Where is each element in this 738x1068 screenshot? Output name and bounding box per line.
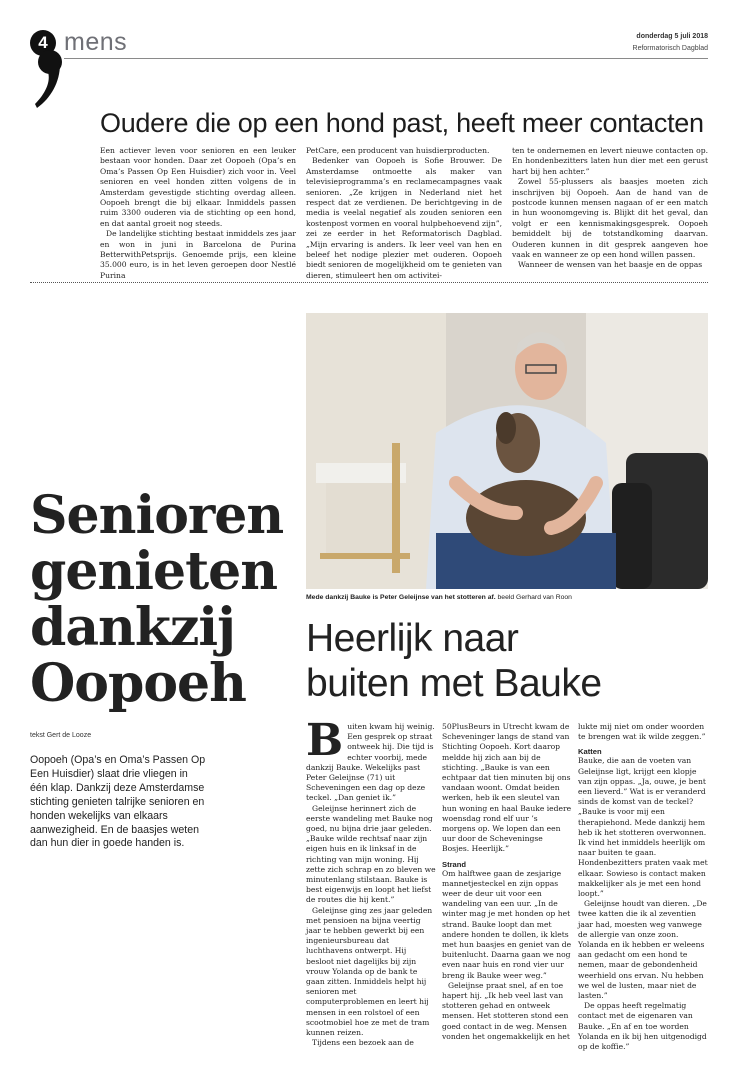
top-article-headline: Oudere die op een hond past, heeft meer contacten (100, 108, 704, 138)
photo-credit: beeld Gerhard van Roon (497, 594, 572, 601)
paragraph: Bauke, die aan de voeten van Geleijnse ligt, krijgt een klopje van zijn oppas. „Ja, ouwe, je bent een lieverd.” Wat is er veranderd sinds de komst van de teckel? „Bauke is voor mij een therapiehond. Mede dankzij hem heb ik het stotteren overwonnen. Ik vind het inmiddels heerlijk om naar buiten te gaan. Hondenbezitters praten vaak met elkaar. Sowieso is contact maken makkelijker als je met een hond loopt.” (578, 756, 708, 899)
dropcap: B (306, 715, 344, 766)
subhead-strand: Strand (442, 859, 467, 869)
paragraph: Bedenker van Oopoeh is Sofie Brouwer. De Amsterdamse ontmoette als maker van televisieprogramma’s en reclamecampagnes vaak senioren. „Ze krijgen in Nederland niet het respect dat ze verdienen. De berichtgeving in de media is veelal negatief als zouden senioren een kostenpost vormen en vooral hulpbehoevend zijn”, zei ze eerder in het Reformatorisch Dagblad. „Mijn ervaring is anders. Ik leer veel van hen en beleef het nodige plezier met ouderen. Oopoeh biedt senioren de mogelijkheid om te genieten van dieren, stimuleert hen om activitei- (306, 156, 502, 280)
top-article-column-2 (306, 146, 502, 280)
paragraph: Tijdens een bezoek aan de (312, 1038, 414, 1048)
top-article-column-1 (100, 146, 296, 280)
paragraph: Wanneer de wensen van het baasje en de oppas (518, 260, 703, 270)
section-divider (30, 282, 708, 283)
section-title: mens (64, 28, 128, 56)
paragraph: Zowel 55-plussers als baasjes moeten zich inschrijven bij Oopoeh. Aan de hand van de postcode kunnen mensen nagaan of er een match in hun woonomgeving is. Blijkt dit het geval, dan volgt er een kennismakingsgesprek. Oopoeh bemiddelt bij de totstandkoming daarvan. Ouderen kunnen in dit gesprek aangeven hoe vaak en wanneer ze op een hond willen passen. (512, 177, 708, 260)
header-divider (64, 58, 708, 59)
paragraph: Om halftwee gaan de zesjarige mannetjesteckel en zijn oppas weer de deur uit voor een wandeling van een uur. „In de winter mag je met honden op het strand. Bauke loopt dan met andere honden te dollen, ik klets met hun baasjes en geniet van de buitenlucht. Daarna gaan we nog even naar huis en rond vier uur breng ik Bauke weer weg.” (442, 868, 572, 980)
paragraph: 50PlusBeurs in Utrecht kwam de Scheveninger langs de stand van Stichting Oopoeh. Kort daarop meldde hij zich aan bij de stichting. „Bauke is van een echtpaar dat tien minuten bij ons vandaan woont. Omdat beiden werken, heb ik een sleutel van hun woning en haal Bauke iedere woensdag rond elf uur ’s morgens op. We lopen dan een uur door de Scheveningse Bosjes. Heerlijk.” (442, 722, 572, 854)
subheadline-line: buiten met Bauke (306, 662, 602, 705)
paragraph: Geleijnse houdt van dieren. „De twee katten die ik al zeventien jaar had, moesten weg vanwege de allergie van onze zoon. Yolanda en ik hebben er weleens aan gedacht om een hond te nemen, maar de gebondenheid weerhield ons ervan. Nu hebben we wel de lusten, maar niet de lasten.” (578, 899, 707, 1001)
paragraph: Een actiever leven voor senioren en een leuker bestaan voor honden. Daar zet Oopoeh (Opa’s en Oma’s Passen Op Een Huisdier) zich voor in. Veel senioren en veel honden zitten volgens de in Amsterdam gevestigde stichting overdag alleen. Oopoeh brengt die bij elkaar. Inmiddels passen ruim 3300 ouderen via de stichting op een hond, en dat aantal groeit nog steeds. (100, 146, 296, 228)
paragraph: Geleijnse herinnert zich de eerste wandeling met Bauke nog goed, nu bijna drie jaar geleden. „Bauke wilde rechtsaf naar zijn eigen huis en ik linksaf in de richting van mijn woning. Hij zette zich schrap en zo bleven we minutenlang stilstaan. Bauke is best eigenwijs en loopt het liefst de routes die hij kent.” (306, 803, 436, 905)
subheadline-line: Heerlijk naar (306, 617, 519, 660)
headline-line: Senioren (30, 485, 284, 546)
newspaper-name: Reformatorisch Dagblad (632, 45, 708, 52)
top-article-column-3 (512, 146, 708, 270)
paragraph: PetCare, een producent van huisdierproducten. (306, 146, 490, 155)
paragraph: uiten kwam hij weinig. Een gesprek op straat ontweek hij. Die tijd is echter voorbij, mede dankzij Bauke. Wekelijks past Peter Geleijnse (71) uit Scheveningen een dag op deze teckel. „Dan geniet ik.” (306, 722, 435, 803)
paragraph: Geleijnse ging zes jaar geleden met pensioen na bijna veertig jaar te hebben gewerkt bij een ingenieursbureau dat luchthavens ontwerpt. Hij besloot niet dagelijks bij zijn vrouw Yolanda op de bank te gaan zitten. Inmiddels helpt hij senioren met computerproblemen en leert hij mensen in een rolstoel of een scootmobiel hoe ze met de tram kunnen reizen. (306, 905, 433, 1038)
article-intro: Oopoeh (Opa’s en Oma’s Passen Op Een Huisdier) slaat drie vliegen in één klap. Dankzij deze Amsterdamse stichting genieten talrijke senioren en honden wekelijks van elkaars aanwezigheid. En de baasjes weten dan hun dier in goede handen is. (30, 754, 206, 850)
issue-date: donderdag 5 juli 2018 (636, 33, 708, 40)
main-headline (30, 485, 300, 714)
byline: tekst Gert de Looze (30, 732, 92, 739)
headline-line: dankzij (30, 597, 235, 658)
subhead-katten: Katten (578, 747, 602, 757)
article-photo (306, 313, 708, 589)
headline-line: genieten (30, 541, 277, 602)
paragraph: ten te ondernemen en levert nieuwe contacten op. En hondenbezitters laten hun dier met een gerust hart bij hen achter.” (512, 146, 708, 176)
paragraph: Geleijnse praat snel, af en toe hapert hij. „Ik heb veel last van stotteren gehad en ontweek mensen. Het stotteren stond een goed contact in de weg. Mensen vonden het ongemakkelijk en het (442, 980, 570, 1041)
article-column-1 (306, 715, 436, 1058)
photo-caption-text: Mede dankzij Bauke is Peter Geleijnse van het stotteren af. (306, 594, 496, 601)
photo-caption (306, 594, 572, 601)
article-column-3 (578, 722, 708, 1058)
page-number-badge: 4 (30, 30, 56, 56)
paragraph: lukte mij niet om onder woorden te brengen wat ik wilde zeggen.” (578, 722, 706, 742)
article-subheadline (306, 616, 708, 706)
headline-line: Oopoeh (30, 653, 246, 714)
article-column-2 (442, 722, 572, 1058)
paragraph: De oppas heeft regelmatig contact met de eigenaren van Bauke. „En af en toe worden Yolanda en ik bij hen uitgenodigd op de koffie.” (578, 1001, 707, 1052)
comma-logo-icon (33, 48, 63, 110)
paragraph: De landelijke stichting bestaat inmiddels zes jaar en won in juni in Barcelona de Purina BetterwithPetsprijs. Genoemde prijs, een kleine 35.000 euro, is in het leven geroepen door Nestlé Purina (100, 229, 296, 280)
